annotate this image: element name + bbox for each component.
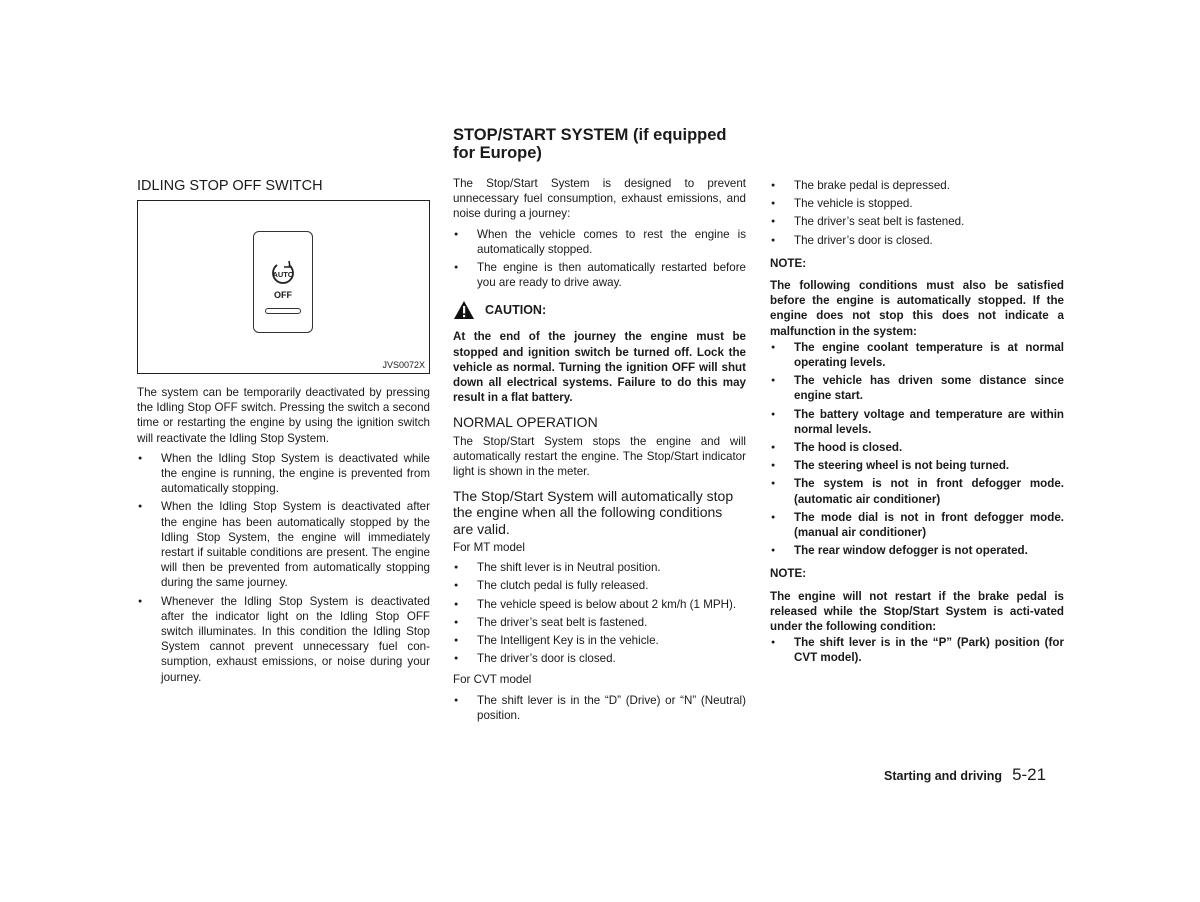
normal-operation-text: The Stop/Start System stops the engine and will automatically restart the engine. The Stop/Start indicator light is shown in the meter. (453, 434, 746, 479)
list-item: ● The clutch pedal is fully released. (453, 578, 746, 593)
caution-label: CAUTION: (485, 302, 547, 317)
middle-bullet-list (453, 227, 746, 291)
note-bullet-list (770, 340, 1064, 559)
list-item: ● When the vehicle comes to rest the engine is automatically stopped. (453, 227, 746, 257)
list-item: ● The Intelligent Key is in the vehicle. (453, 633, 746, 648)
list-item: ● The vehicle has driven some distance since engine start. (770, 373, 1064, 403)
list-item: ● The brake pedal is depressed. (770, 178, 1064, 193)
middle-intro-paragraph: The Stop/Start System is designed to prevent unnecessary fuel consumption, exhaust emissions, and noise during a journey: (453, 177, 746, 221)
page-footer (884, 765, 1046, 785)
list-item: ● The engine is then automatically restarted before you are ready to drive away. (453, 260, 746, 290)
list-item: ● The system is not in front defogger mode. (automatic air conditioner) (770, 476, 1064, 506)
section-name: Starting and driving (884, 769, 1003, 783)
list-item: ● The battery voltage and temperature are within normal levels. (770, 407, 1064, 437)
idling-stop-off-switch-illustration (253, 231, 313, 333)
mt-model-label: For MT model (453, 541, 525, 555)
list-item: ● The shift lever is in the “P” (Park) position (for CVT model). (770, 635, 1064, 665)
list-item: ● The driver’s seat belt is fastened. (453, 615, 746, 630)
conditions-heading: The Stop/Start System will automatically stop the engine when all the following conditions are valid. (453, 487, 734, 537)
middle-column (453, 126, 746, 729)
list-item: ● The rear window defogger is not operated. (770, 543, 1064, 558)
idling-stop-heading: IDLING STOP OFF SWITCH (137, 178, 323, 194)
list-item: ● When the Idling Stop System is deactivated after the engine has been automatically stopped by the Idling Stop System, the engine will immediately restart if suitable conditions are present. The engine will then be prevented from automatically stopping during the same journey. (137, 499, 430, 590)
list-item: ● The steering wheel is not being turned. (770, 458, 1064, 473)
right-column (770, 178, 1064, 672)
switch-auto-text: AUTO (272, 270, 294, 279)
warning-triangle-icon (453, 300, 475, 320)
list-item: ● The vehicle speed is below about 2 km/h (1 MPH). (453, 597, 746, 612)
caution-header (453, 300, 746, 320)
figure-code: JVS0072X (382, 360, 425, 370)
list-item: ● The mode dial is not in front defogger mode. (manual air conditioner) (770, 510, 1064, 540)
mt-bullet-list (453, 560, 746, 666)
left-bullet-list (137, 451, 430, 685)
cvt-model-label: For CVT model (453, 673, 532, 687)
left-column (137, 178, 430, 691)
list-item: ● When the Idling Stop System is deactivated while the engine is running, the engine is prevented from automatically stopping. (137, 451, 430, 497)
note-text: The following conditions must also be satisfied before the engine is automatically stopped. If the engine does not stop this does not indicate a malfunction in the system: (770, 279, 1064, 338)
right-top-bullet-list (770, 178, 1064, 248)
list-item: ● The shift lever is in the “D” (Drive) or “N” (Neutral) position. (453, 693, 746, 723)
list-item: ● The engine coolant temperature is at normal operating levels. (770, 340, 1064, 370)
cvt-bullet-list (453, 693, 746, 723)
normal-operation-heading: NORMAL OPERATION (453, 414, 598, 431)
list-item: ● The driver’s door is closed. (770, 233, 1064, 248)
switch-figure (137, 200, 430, 374)
note-label: NOTE: (770, 256, 807, 270)
list-item: ● The hood is closed. (770, 440, 1064, 455)
switch-off-text: OFF (274, 290, 292, 301)
list-item: ● The shift lever is in Neutral position. (453, 560, 746, 575)
stop-start-title: STOP/START SYSTEM (if equipped for Europe) (453, 126, 727, 162)
list-item: ● Whenever the Idling Stop System is deactivated after the indicator light on the Idling Stop OFF switch illuminates. In this condition the Idling Stop System cannot prevent unnecessary fuel con-sumption, exhaust emissions, or noise during your journey. (137, 594, 430, 685)
caution-text: At the end of the journey the engine must be stopped and ignition switch be turned off. Lock the vehicle as normal. Turning the ignition OFF will shut down all electrical systems. Failure to do this may result in a flat battery. (453, 330, 746, 405)
switch-indicator-slot (265, 308, 301, 314)
note-bullet-list (770, 635, 1064, 665)
list-item: ● The driver’s seat belt is fastened. (770, 214, 1064, 229)
page-number: 5-21 (1012, 765, 1047, 784)
note-label: NOTE: (770, 567, 807, 581)
note-text: The engine will not restart if the brake pedal is released while the Stop/Start System is acti-vated under the following condition: (770, 589, 1064, 634)
list-item: ● The driver’s door is closed. (453, 651, 746, 666)
left-intro-paragraph: The system can be temporarily deactivated by pressing the Idling Stop OFF switch. Pressing the switch a second time or restarting the engine by using the ignition switch will reactivate the Idling Stop System. (137, 386, 430, 445)
list-item: ● The vehicle is stopped. (770, 196, 1064, 211)
auto-stop-icon (267, 260, 299, 300)
